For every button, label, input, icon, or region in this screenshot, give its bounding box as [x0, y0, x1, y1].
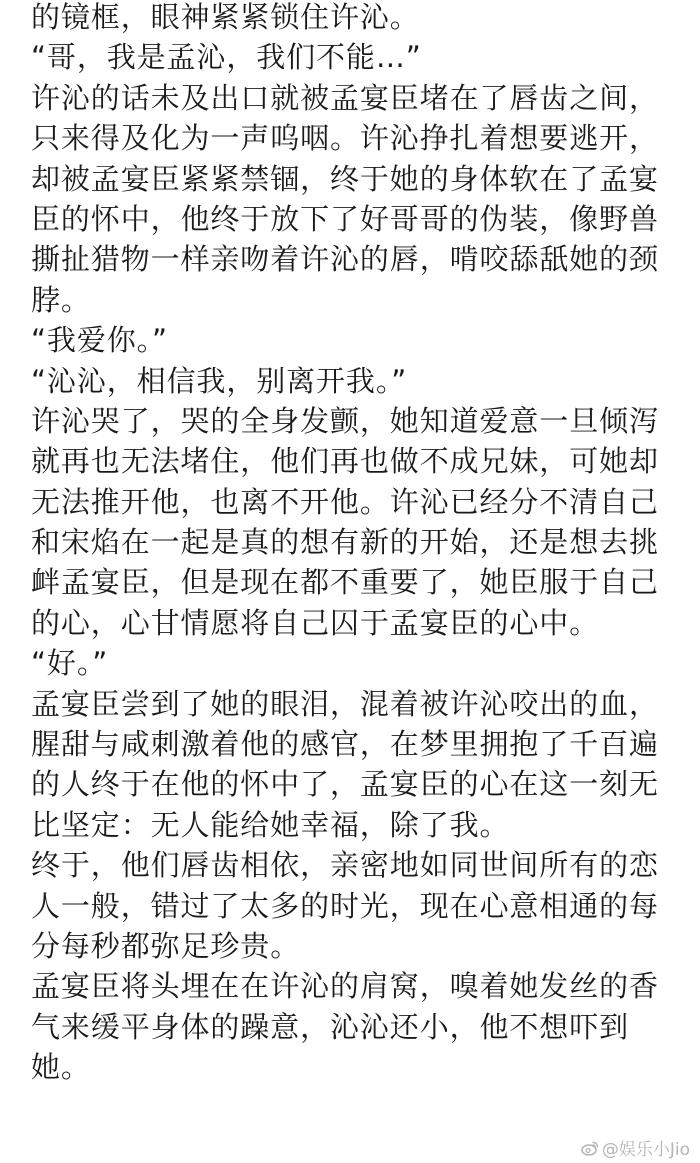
text-line: 人一般，错过了太多的时光，现在心意相通的每	[31, 888, 659, 923]
text-line: 许沁的话未及出口就被孟宴臣堵在了唇齿之间，	[31, 80, 659, 115]
text-line: 比坚定：无人能给她幸福，除了我。	[31, 807, 510, 842]
weibo-icon	[581, 1140, 599, 1156]
text-line: 衅孟宴臣，但是现在都不重要了，她臣服于自己	[31, 565, 659, 600]
text-line: 无法推开他，也离不开他。许沁已经分不清自己	[31, 484, 659, 519]
text-line: “好。”	[31, 646, 109, 681]
text-line: 脖。	[31, 282, 91, 317]
text-line: 终于，他们唇齿相依，亲密地如同世间所有的恋	[31, 848, 659, 883]
text-line: 分每秒都弥足珍贵。	[31, 928, 301, 963]
text-line: 只来得及化为一声呜咽。许沁挣扎着想要逃开，	[31, 121, 659, 156]
watermark	[581, 1135, 690, 1160]
text-line: 的镜框，眼神紧紧锁住许沁。	[31, 0, 420, 34]
text-line: “哥，我是孟沁，我们不能…”	[31, 40, 422, 75]
article-text	[31, 0, 691, 1088]
text-line: 孟宴臣将头埋在在许沁的肩窝，嗅着她发丝的香	[31, 969, 659, 1004]
text-line: “沁沁，相信我，别离开我。”	[31, 363, 408, 398]
text-line: 就再也无法堵住，他们再也做不成兄妹，可她却	[31, 444, 659, 479]
text-line: 的心，心甘情愿将自己囚于孟宴臣的心中。	[31, 605, 600, 640]
text-line: 孟宴臣尝到了她的眼泪，混着被许沁咬出的血，	[31, 686, 659, 721]
text-line: 她。	[31, 1050, 91, 1085]
text-line: 臣的怀中，他终于放下了好哥哥的伪装，像野兽	[31, 201, 659, 236]
text-line: 却被孟宴臣紧紧禁锢，终于她的身体软在了孟宴	[31, 161, 659, 196]
text-line: 撕扯猎物一样亲吻着许沁的唇，啃咬舔舐她的颈	[31, 242, 659, 277]
text-line: 腥甜与咸刺激着他的感官，在梦里拥抱了千百遍	[31, 727, 659, 762]
text-line: 的人终于在他的怀中了，孟宴臣的心在这一刻无	[31, 767, 659, 802]
text-line: 和宋焰在一起是真的想有新的开始，还是想去挑	[31, 525, 659, 560]
text-line: 气来缓平身体的躁意，沁沁还小，他不想吓到	[31, 1009, 630, 1044]
watermark-text: @娱乐小Jio	[601, 1140, 690, 1160]
text-line: 许沁哭了，哭的全身发颤，她知道爱意一旦倾泻	[31, 403, 659, 438]
text-line: “我爱你。”	[31, 323, 168, 358]
